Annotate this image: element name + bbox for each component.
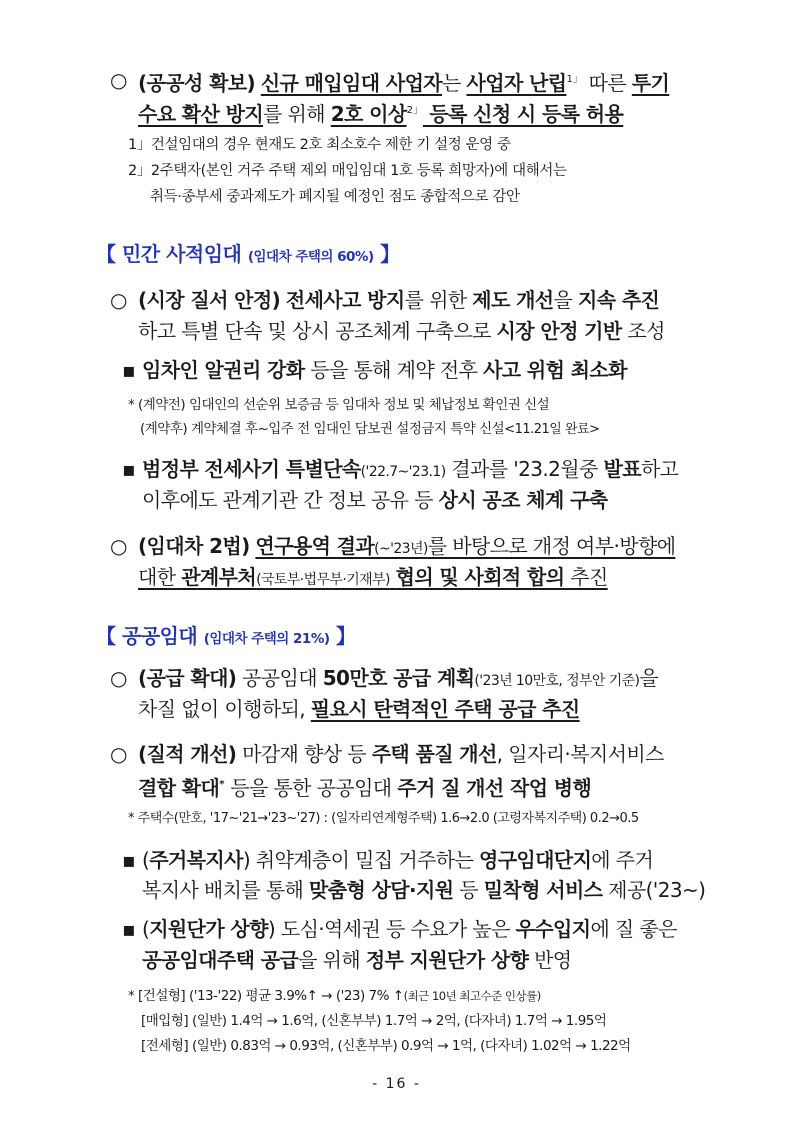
p6-line2: 차질 없이 이행하되, 필요시 탄력적인 주택 공급 추진 (138, 697, 580, 721)
bullet-circle: ○ (110, 742, 127, 766)
p1-line1: (공공성 확보) 신규 매입임대 사업자는 사업자 난립$^{1」}$ 따른 투기 (138, 71, 670, 95)
section-header-private: 【 민간 사적임대 (임대차 주택의 60%) 】 (96, 242, 400, 266)
p1-note1: 1」건설임대의 경우 현재도 2호 최소호수 제한 기 설정 운영 중 (128, 137, 511, 153)
p5-line1: (임대차 2법) 연구용역 결과(~'23년)를 바탕으로 개정 여부·방향에 (138, 534, 676, 558)
p8-line1: (주거복지사) 취약계층이 밀집 거주하는 영구임대단지에 주거 (142, 848, 654, 872)
p9-note3: [전세형] (일반) 0.83억 → 0.93억, (신혼부부) 0.9억 → 1억, (다자녀) 1.02억 → 1.22억 (141, 1038, 631, 1054)
p3-line1: 임차인 알권리 강화 등을 통해 계약 전후 사고 위험 최소화 (142, 358, 627, 382)
p6-line1: (공급 확대) 공공임대 50만호 공급 계획('23년 10만호, 정부안 기준)을 (138, 666, 659, 690)
bullet-square: ▪ (122, 848, 135, 872)
p7-note1: * 주택수(만호, '17~'21→'23~'27) : (일자리연계형주택) 1.6→2.0 (고령자복지주택) 0.2→0.5 (128, 811, 639, 826)
p9-line1: (지원단가 상향) 도심·역세권 등 수요가 높은 우수입지에 질 좋은 (142, 917, 677, 941)
p4-line1: 범정부 전세사기 특별단속('22.7~'23.1) 결과를 '23.2월중 발표하고 (142, 457, 679, 481)
p3-note1: * (계약전) 임대인의 선순위 보증금 등 임대차 정보 및 체납정보 확인권 신설 (128, 397, 550, 413)
section-header-public: 【 공공임대 (임대차 주택의 21%) 】 (96, 624, 356, 648)
p4-line2: 이후에도 관계기관 간 정보 공유 등 상시 공조 체계 구축 (142, 488, 608, 512)
p1-note2-cont: 취득·종부세 중과제도가 폐지될 예정인 점도 종합적으로 감안 (150, 189, 520, 205)
p1-line2: 수요 확산 방지를 위해 2호 이상$^{2」}$ 등록 신청 시 등록 허용 (138, 102, 624, 126)
p7-line2: 결합 확대* 등을 통한 공공임대 주거 질 개선 작업 병행 (138, 776, 592, 800)
p7-line1: (질적 개선) 마감재 향상 등 주택 품질 개선, 일자리·복지서비스 (138, 742, 664, 766)
p9-line2: 공공임대주택 공급을 위해 정부 지원단가 상향 반영 (142, 948, 572, 972)
bullet-square: ▪ (122, 457, 135, 481)
bullet-square: ▪ (122, 358, 135, 382)
p2-line2: 하고 특별 단속 및 상시 공조체계 구축으로 시장 안정 기반 조성 (138, 319, 665, 343)
bullet-circle: ○ (110, 288, 127, 312)
bullet-circle: ○ (110, 666, 127, 690)
bullet-circle: ○ (110, 534, 127, 558)
p5-line2: 대한 관계부처(국토부·법무부·기재부) 협의 및 사회적 합의 추진 (138, 565, 608, 589)
p9-note2: [매입형] (일반) 1.4억 → 1.6억, (신혼부부) 1.7억 → 2억, (다자녀) 1.7억 → 1.95억 (141, 1013, 607, 1029)
p9-note1: * [건설형] ('13-'22) 평균 3.9%↑ → ('23) 7% ↑(최근 10년 최고수준 인상률) (128, 988, 541, 1004)
bullet-square: ▪ (122, 917, 135, 941)
p8-line2: 복지사 배치를 통해 맞춤형 상담·지원 등 밀착형 서비스 제공('23~) (142, 878, 706, 902)
page-number: - 16 - (372, 1076, 421, 1092)
p3-note2: (계약후) 계약체결 후~입주 전 임대인 담보권 설정금지 특약 신설<11.21일 완료> (140, 421, 600, 437)
p2-line1: (시장 질서 안정) 전세사고 방지를 위한 제도 개선을 지속 추진 (138, 288, 660, 312)
p1-note2: 2」2주택자(본인 거주 주택 제외 매입임대 1호 등록 희망자)에 대해서는 (128, 163, 567, 179)
bullet-circle: ○ (110, 68, 127, 92)
